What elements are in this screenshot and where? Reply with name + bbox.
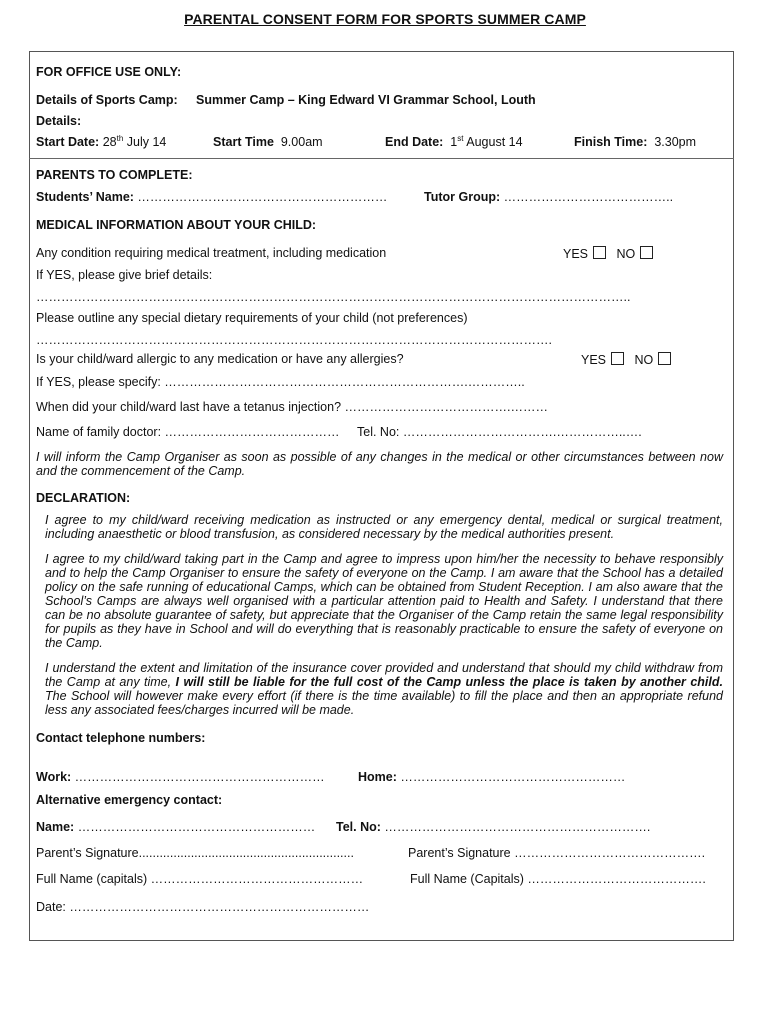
dietary-question: Please outline any special dietary requirements of your child (not preferences) — [36, 311, 468, 325]
date-field[interactable]: Date: ……………………………………………………………… — [36, 900, 370, 914]
alt-contact-tel-field[interactable]: Tel. No: ………………………………………………………. — [336, 820, 651, 834]
full-name-1[interactable]: Full Name (capitals) …………………………………………… — [36, 872, 364, 886]
allergy-yes-checkbox[interactable] — [611, 352, 624, 365]
doctor-tel-field[interactable]: Tel. No: ……………………………….……………..…. — [357, 425, 642, 439]
declaration-paragraph-1: I agree to my child/ward receiving medication as instructed or any emergency dental, medical or surgical treatment, including anaesthetic or blood transfusion, as considered necessary by the medical authorities present. — [45, 513, 723, 541]
alt-contact-heading: Alternative emergency contact: — [36, 793, 223, 807]
home-phone-field[interactable]: Home: ……………………………………………… — [358, 770, 626, 784]
allergy-yes-no: YES NO — [581, 352, 671, 368]
condition-yes-checkbox[interactable] — [593, 246, 606, 259]
declaration-heading: DECLARATION: — [36, 491, 131, 505]
declaration-paragraph-3: I understand the extent and limitation of the insurance cover provided and understand that should my child withdraw from the Camp at any time, I will still be liable for the full cost of the Camp unless the place is taken by another child. The School will however make every effort (if there is the time available) to fill the place and then an appropriate refund less any associated fees/charges incurred will be made. — [45, 661, 723, 717]
details-label: Details: — [36, 114, 82, 128]
dietary-field[interactable]: ……………………………………………………………………………………………………………. — [36, 333, 552, 347]
form-title: PARENTAL CONSENT FORM FOR SPORTS SUMMER CAMP — [184, 11, 586, 27]
finish-time: Finish Time: 3.30pm — [574, 135, 697, 149]
contact-heading: Contact telephone numbers: — [36, 731, 206, 745]
camp-label: Details of Sports Camp: — [36, 93, 178, 107]
doctor-name-field[interactable]: Name of family doctor: …………………………………… — [36, 425, 340, 439]
allergy-specify-field[interactable]: If YES, please specify: ……………………………………………………………….………….. — [36, 375, 525, 389]
office-heading: FOR OFFICE USE ONLY: — [36, 65, 182, 79]
condition-yes-no: YES NO — [563, 246, 653, 262]
end-date: End Date: 1st August 14 — [385, 133, 523, 149]
alt-contact-name-field[interactable]: Name: ………………………………………………… — [36, 820, 316, 834]
inform-statement: I will inform the Camp Organiser as soon as possible of any changes in the medical or other circumstances between now and the commencement of the Camp. — [36, 450, 723, 478]
start-time: Start Time 9.00am — [213, 135, 323, 149]
full-name-2[interactable]: Full Name (Capitals) ……………………………………. — [410, 872, 706, 886]
section-divider — [29, 158, 734, 159]
allergy-no-checkbox[interactable] — [658, 352, 671, 365]
medical-heading: MEDICAL INFORMATION ABOUT YOUR CHILD: — [36, 218, 317, 232]
allergy-question: Is your child/ward allergic to any medication or have any allergies? — [36, 352, 404, 366]
condition-question: Any condition requiring medical treatment, including medication — [36, 246, 387, 260]
tetanus-field[interactable]: When did your child/ward last have a tetanus injection? ………………………………….……… — [36, 400, 548, 414]
parent-signature-2[interactable]: Parent’s Signature ………………………………………. — [408, 846, 706, 860]
condition-no-checkbox[interactable] — [640, 246, 653, 259]
condition-details-field[interactable]: …………………………………………………………………………………………………………………………….. — [36, 290, 631, 304]
student-name-field[interactable]: Students’ Name: …………………………………………………… — [36, 190, 388, 204]
condition-details-label: If YES, please give brief details: — [36, 268, 213, 282]
start-date: Start Date: 28th July 14 — [36, 133, 167, 149]
declaration-paragraph-2: I agree to my child/ward taking part in the Camp and agree to impress upon him/her the necessity to behave responsibly and to help the Camp Organiser to ensure the safety of everyone on the Camp. I am aware that the School has a detailed policy on the safe running of educational Camps, which can be obtained from Student Reception. I am also aware that the School’s Camps are always well organised with a particular attention paid to Health and Safety. I understand that there can be no absolute guarantee of safety, but appreciate that the Organiser of the Camp retain the same legal responsibility for pupils as they have in School and will do everything that is reasonably practicable to ensure the safety of everyone on the Camp. — [45, 552, 723, 650]
tutor-group-field[interactable]: Tutor Group: ………………………………….. — [424, 190, 674, 204]
work-phone-field[interactable]: Work: …………………………………………………… — [36, 770, 325, 784]
parents-heading: PARENTS TO COMPLETE: — [36, 168, 193, 182]
parent-signature-1[interactable]: Parent’s Signature.............................................................. — [36, 846, 354, 860]
camp-value: Summer Camp – King Edward VI Grammar School, Louth — [196, 93, 536, 107]
